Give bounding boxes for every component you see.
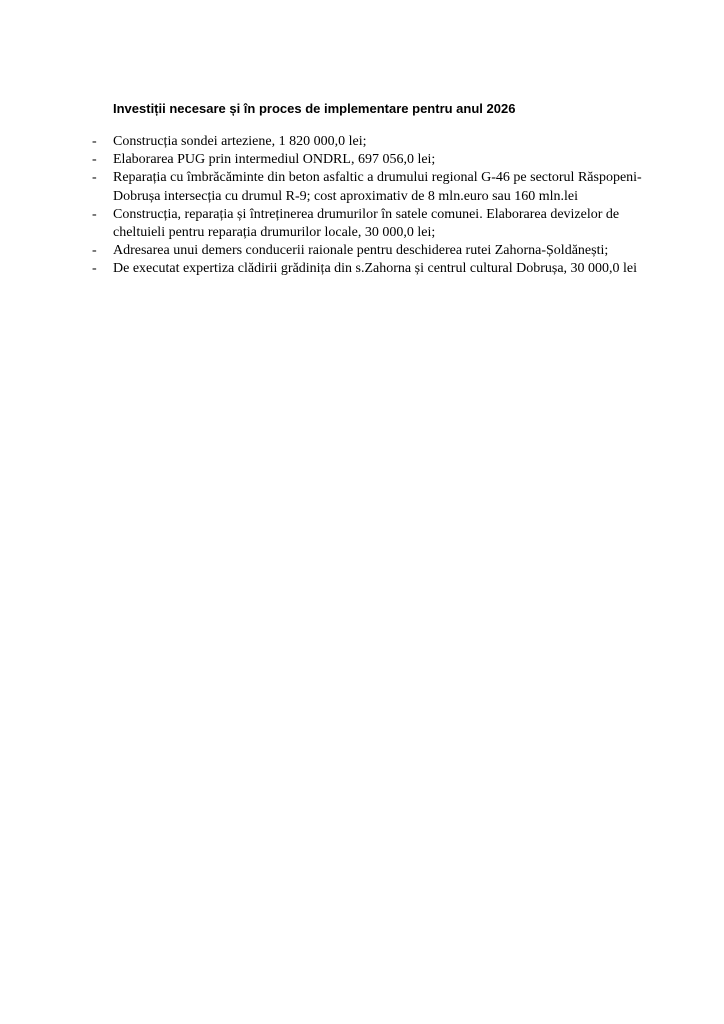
list-dash: - [92, 243, 97, 259]
list-item [92, 151, 666, 169]
list-dash: - [92, 170, 97, 186]
list-dash: - [92, 134, 97, 149]
list-item [92, 133, 666, 151]
list-item [92, 260, 666, 278]
bullet-list [92, 133, 666, 279]
list-item-text: Construcția, reparația și întreținerea drumurilor în satele comunei. Elaborarea devizelor de cheltuieli pentru reparația drumurilor locale, 30 000,0 lei; [113, 206, 620, 241]
list-item-text: Adresarea unui demers conducerii raionale pentru deschiderea rutei Zahorna-Șoldănești; [113, 243, 609, 259]
document-content [92, 100, 666, 279]
list-item-text: Elaborarea PUG prin intermediul ONDRL, 697 056,0 lei; [113, 152, 436, 168]
list-dash: - [92, 152, 97, 168]
list-dash: - [92, 206, 97, 222]
list-item-text: Reparația cu îmbrăcăminte din beton asfaltic a drumului regional G-46 pe sectorul Răspopeni-Dobrușa intersecția cu drumul R-9; cost aproximativ de 8 mln.euro sau 160 mln.lei [113, 170, 642, 204]
list-item [92, 206, 666, 242]
list-item [92, 169, 666, 205]
list-item-text: De executat expertiza clădirii grădinița din s.Zahorna și centrul cultural Dobrușa, 30 000,0 lei [113, 261, 638, 277]
list-dash: - [92, 261, 97, 277]
list-item-text: Construcția sondei arteziene, 1 820 000,0 lei; [113, 134, 367, 149]
list-item [92, 242, 666, 260]
page-title: Investiții necesare și în proces de implementare pentru anul 2026 [113, 101, 516, 116]
